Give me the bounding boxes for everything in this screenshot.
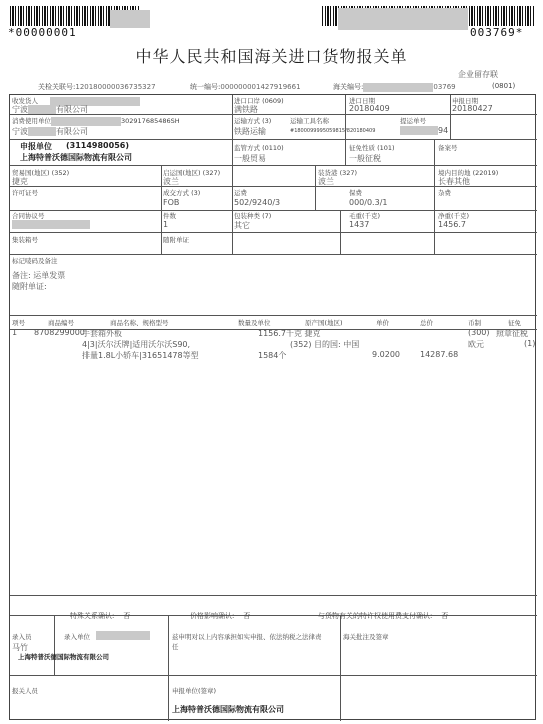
goods-currency-value: 欧元 — [468, 340, 484, 349]
transport-tool-value: #1800099995059815/820180409 — [290, 128, 376, 134]
declaration-grid — [9, 94, 536, 720]
goods-qty-line-2: (352) 目的国: 中国 — [290, 340, 360, 349]
insurance-label: 保费 — [349, 189, 362, 197]
declarant-code: (3114980056) — [66, 141, 129, 150]
dest-label: 境内目的地 (22019) — [438, 169, 499, 177]
misc-label: 杂费 — [438, 189, 451, 197]
pieces-value: 1 — [163, 220, 169, 229]
customs-number: 海关编号: 03769 — [333, 83, 456, 91]
trade-country-value: 捷克 — [12, 177, 28, 186]
goods-hs-code: 8708299000 — [34, 328, 85, 337]
trade-country-label: 贸易国(地区) (352) — [12, 169, 70, 177]
customs-approval-label: 海关批注及签章 — [343, 633, 389, 641]
declare-date-value: 20180427 — [452, 104, 493, 113]
remark-line-1: 备注: 运单发票 — [12, 271, 66, 280]
pre-entry-number: 关检关联号:120180000036735327 — [38, 83, 156, 91]
consignee-label: 收发货人 — [12, 97, 38, 105]
entry-clerk-value: 马竹 — [12, 643, 28, 652]
record-label: 备案号 — [438, 144, 458, 152]
right-barcode-text: 003769* — [470, 26, 524, 39]
consumer-label: 消费使用单位 302917685486SH — [12, 117, 180, 125]
redaction — [12, 220, 90, 229]
left-barcode-text: *00000001 — [8, 26, 77, 39]
entry-unit-label: 录入单位 — [64, 633, 90, 641]
goods-header-levy: 征免 — [508, 319, 521, 327]
goods-unit-price: 9.0200 — [372, 350, 400, 359]
net-value: 1456.7 — [438, 220, 466, 229]
goods-item-no: 1 — [12, 328, 18, 337]
price-influence: 价格影响确认: 否 — [190, 612, 251, 620]
goods-header-qty: 数量及单位 — [238, 319, 271, 327]
redaction — [96, 631, 150, 640]
goods-total-price: 14287.68 — [420, 350, 459, 359]
goods-header-hs: 商品编号 — [48, 319, 74, 327]
transport-mode-value: 铁路运输 — [234, 127, 266, 136]
net-label: 净重(千克) — [438, 212, 470, 220]
license-label: 许可证号 — [12, 189, 38, 197]
unified-number: 统一编号:000000001427919661 — [190, 83, 301, 91]
supervision-value: 一般贸易 — [234, 154, 266, 163]
bill-label: 提运单号 — [400, 117, 426, 125]
declarant-label: 申报单位 — [20, 142, 52, 151]
entry-clerk-label: 录入员 — [12, 633, 32, 641]
declarant-value: 上海特普沃德国际物流有限公司 — [20, 153, 132, 162]
transport-tool-label: 运输工具名称 — [290, 117, 329, 125]
container-label: 集装箱号 — [12, 236, 38, 244]
goods-header-name: 商品名称、规格型号 — [110, 319, 169, 327]
goods-qty-line-1: 1156.7千克 捷克 — [258, 329, 321, 338]
entry-unit-value: 上海特普沃德国际物流有限公司 — [18, 653, 109, 661]
freight-value: 502/9240/3 — [234, 198, 281, 207]
gross-value: 1437 — [349, 220, 370, 229]
declare-unit-value: 上海特普沃德国际物流有限公司 — [172, 705, 284, 714]
port-label: 装货港 (327) — [318, 169, 358, 177]
declaration-statement: 兹申明对以上内容承担如实申报、依法纳税之法律责任 — [172, 633, 322, 651]
import-date-value: 20180409 — [349, 104, 390, 113]
freight-label: 运费 — [234, 189, 247, 197]
origin-country-value: 波兰 — [163, 177, 179, 186]
redaction — [110, 10, 150, 28]
supervision-label: 监管方式 (0110) — [234, 144, 284, 152]
dest-value: 长春其他 — [438, 177, 470, 186]
goods-header-item: 项号 — [12, 319, 25, 327]
entry-port-label: 进口口岸 (0609) — [234, 97, 284, 105]
pack-label: 包装种类 (7) — [234, 212, 272, 220]
origin-country-label: 启运国(地区) (327) — [163, 169, 221, 177]
pack-value: 其它 — [234, 221, 250, 230]
document-title: 中华人民共和国海关进口货物报关单 — [135, 47, 408, 66]
royalty-confirmation: 与货物有关的特许权使用费支付确认: 否 — [318, 612, 449, 620]
gross-label: 毛重(千克) — [349, 212, 381, 220]
docs-label: 随附单证 — [163, 236, 189, 244]
levy-value: 一般征税 — [349, 154, 381, 163]
transport-mode-label: 运输方式 (3) — [234, 117, 272, 125]
page-code: (0801) — [492, 82, 516, 90]
goods-header-origin: 原产国(地区) — [305, 319, 343, 327]
goods-qty-line-3: 1584个 — [258, 351, 287, 360]
goods-levy-code: (1) — [524, 339, 536, 348]
goods-header-price: 单价 — [376, 319, 389, 327]
port-value: 波兰 — [318, 177, 334, 186]
goods-levy-mode: 照章征税 — [496, 329, 528, 338]
goods-currency-code: (300) — [468, 328, 490, 337]
consumer-value: 宁波 有限公司 — [12, 127, 88, 136]
goods-name-line-3: 排量1.8L小轿车|31651478等型 — [82, 351, 199, 360]
declarer-label: 报关人员 — [12, 687, 38, 695]
redaction — [338, 8, 468, 30]
deal-mode-label: 成交方式 (3) — [163, 189, 201, 197]
contract-label: 合同协议号 — [12, 212, 45, 220]
pieces-label: 件数 — [163, 212, 176, 220]
insurance-value: 000/0.3/1 — [349, 198, 388, 207]
goods-header-total: 总价 — [420, 319, 433, 327]
bill-value: 94 — [400, 126, 448, 135]
consignee-value: 宁波 有限公司 — [12, 105, 88, 114]
goods-name-line-2: 4|3|沃尔沃牌|适用沃尔沃S90, — [82, 340, 191, 349]
declare-unit-label: 申报单位(签章) — [172, 687, 217, 695]
goods-header-currency: 币制 — [468, 319, 481, 327]
import-date-label: 进口日期 — [349, 97, 375, 105]
enterprise-copy-label: 企业留存联 — [458, 70, 498, 79]
remark-line-2: 随附单证: — [12, 282, 47, 291]
levy-label: 征免性质 (101) — [349, 144, 395, 152]
goods-name-line-1: 手套箱外板 — [82, 329, 122, 338]
entry-port-value: 满铁路 — [234, 105, 258, 114]
deal-mode-value: FOB — [163, 198, 180, 207]
special-relationship: 特殊关系确认: 否 — [70, 612, 131, 620]
marks-label: 标记唛码及备注 — [12, 257, 58, 265]
declare-date-label: 申报日期 — [452, 97, 478, 105]
